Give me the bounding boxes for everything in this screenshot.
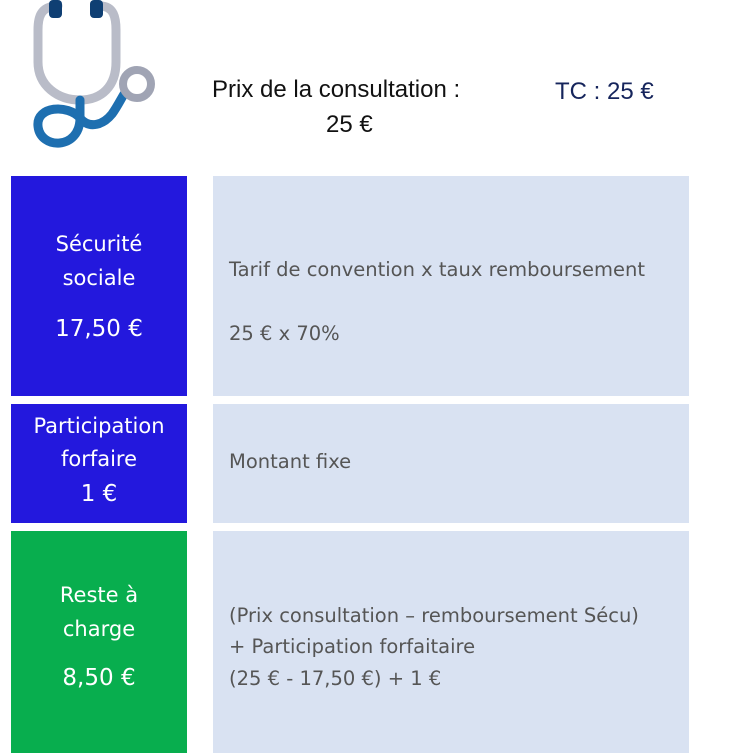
row-label-line2: charge	[62, 617, 136, 641]
securite-sociale-amount: 17,50 €	[55, 316, 143, 342]
description-line: 25 € x 70%	[229, 322, 340, 345]
participation-forfaitaire-description	[213, 404, 689, 523]
description-line: (25 € - 17,50 €) + 1 €	[229, 667, 442, 690]
description-line: + Participation forfaitaire	[229, 635, 476, 658]
row-label-line2: sociale	[62, 266, 136, 290]
reste-a-charge-amount: 8,50 €	[62, 665, 136, 691]
participation-forfaitaire-box	[11, 404, 187, 523]
securite-sociale-box	[11, 176, 187, 396]
consultation-price-label: Prix de la consultation :	[212, 76, 461, 103]
securite-sociale-description	[213, 176, 689, 396]
description-line: Montant fixe	[229, 450, 352, 473]
stethoscope-icon	[30, 0, 160, 152]
description-line: Tarif de convention x taux remboursement	[229, 258, 646, 281]
participation-forfaitaire-amount: 1 €	[80, 481, 118, 507]
tc-amount: TC : 25 €	[555, 78, 654, 105]
consultation-price-value: 25 €	[326, 111, 373, 138]
row-label-line1: Sécurité	[55, 232, 143, 256]
row-label-line2: forfaire	[60, 447, 138, 471]
row-label-line1: Participation	[33, 414, 165, 438]
reste-a-charge-box	[11, 531, 187, 753]
description-line: (Prix consultation – remboursement Sécu)	[229, 604, 639, 627]
reste-a-charge-description	[213, 531, 689, 753]
row-label-line1: Reste à	[59, 583, 139, 607]
